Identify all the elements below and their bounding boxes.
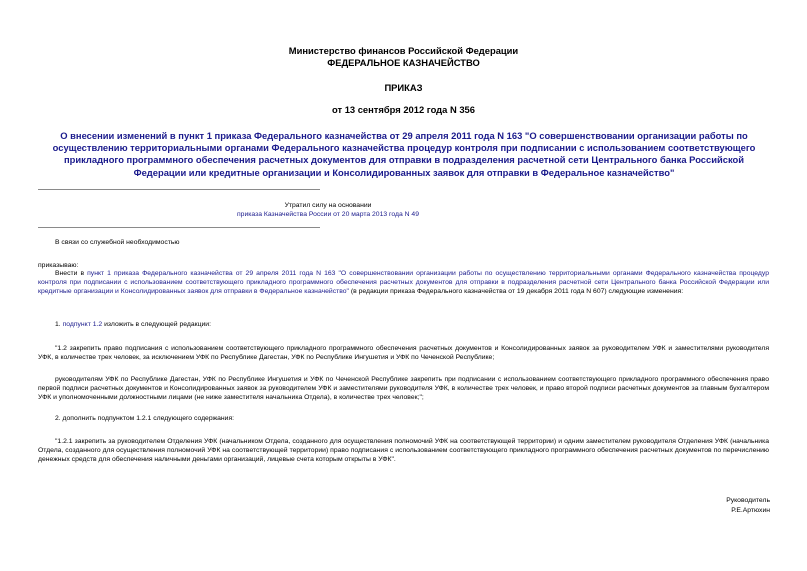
title-prefix: О внесении изменений в	[60, 130, 179, 141]
main-paragraph	[38, 270, 769, 296]
preamble: В связи со служебной необходимостью	[55, 239, 180, 246]
status-link[interactable]: приказа Казначейства России от 20 марта 2013 года N 49	[237, 211, 419, 218]
item-1-link[interactable]: подпункт 1.2	[62, 321, 103, 328]
divider-bottom	[38, 227, 320, 228]
signature-name: Р.Е.Артюхин	[731, 507, 770, 514]
item-1-number: 1.	[55, 321, 63, 328]
divider-top	[38, 189, 320, 190]
status-note: Утратил силу на основании	[284, 202, 372, 209]
title-link[interactable]: пункт 1 приказа Федерального казначейства от 29 апреля 2011 года N 163 "О совершенствовании организации работы по осуществлению территориальными органами Федерального казначейства процедур контроля при подписании с использованием соответствующего прикладного программного обеспечения расчетных документов для отправки в подразделения расчетной сети Центрального банка Российской Федерации или кредитные организации и Консолидированных заявок для отправки в Федеральное казначейство"	[52, 130, 756, 178]
main-paragraph-end: (в редакции приказа Федерального казначейства от 19 декабря 2011 года N 607) следующие изменения:	[348, 287, 684, 295]
main-paragraph-link[interactable]: пункт 1 приказа Федерального казначейства от 29 апреля 2011 года N 163 "О совершенствовании организации работы по осуществлению территориальными органами Федерального казначейства процедур контроля при подписании с использованием соответствующего прикладного программного обеспечения расчетных документов для отправки в подразделения расчетной сети Центрального банка Российской Федерации или кредитные организации и Консолидированных заявок для отправки в Федеральное казначейство"	[38, 270, 769, 295]
quote-2: руководителям УФК по Республике Дагестан, УФК по Республике Ингушетия и УФК по Чеченской Республике закрепить при подписании с использованием соответствующего прикладного программного обеспечения право первой подписи расчетных документов и Консолидированных заявок за руководителем УФК и заместителями руководителя УФК, в количестве трех человек, и право второй подписи расчетных документов за главным бухгалтером УФК и уполномоченными должностными лицами (не ниже заместителя начальника Отдела), в количестве трех человек;";	[38, 376, 769, 401]
order-word: приказываю:	[38, 262, 79, 269]
main-paragraph-start: Внести в	[55, 270, 88, 277]
treasury-name: ФЕДЕРАЛЬНОЕ КАЗНАЧЕЙСТВО	[327, 57, 480, 68]
signature-role: Руководитель	[726, 497, 770, 504]
quote-1: "1.2 закрепить право подписания с использованием соответствующего прикладного программного обеспечения расчетных документов и Консолидированных заявок за руководителем УФК и заместителями руководителя УФК, в количестве трех человек, за исключением УФК по Республике Дагестан, УФК по Республике Ингушетия и УФК по Чеченской Республике;	[38, 345, 769, 361]
item-1	[55, 321, 755, 330]
document-title	[38, 130, 770, 179]
document-date-number: от 13 сентября 2012 года N 356	[332, 104, 475, 115]
document-type: ПРИКАЗ	[384, 82, 423, 93]
item-1-text: изложить в следующей редакции:	[102, 321, 211, 328]
item-2: 2. дополнить подпунктом 1.2.1 следующего содержания:	[55, 415, 235, 422]
ministry-name: Министерство финансов Российской Федерации	[288, 45, 519, 56]
quote-3: "1.2.1 закрепить за руководителем Отделения УФК (начальником Отдела, созданного для осуществления полномочий УФК на соответствующей территории) и одним заместителем руководителя Отделения УФК (начальника Отдела, созданного для осуществления полномочий УФК на соответствующей территории) право подписания с использованием соответствующего прикладного программного обеспечения расчетных документов по перечислению денежных средств для обеспечения наличными деньгами организаций, лицевые счета которым открыты в УФК".	[38, 438, 769, 463]
